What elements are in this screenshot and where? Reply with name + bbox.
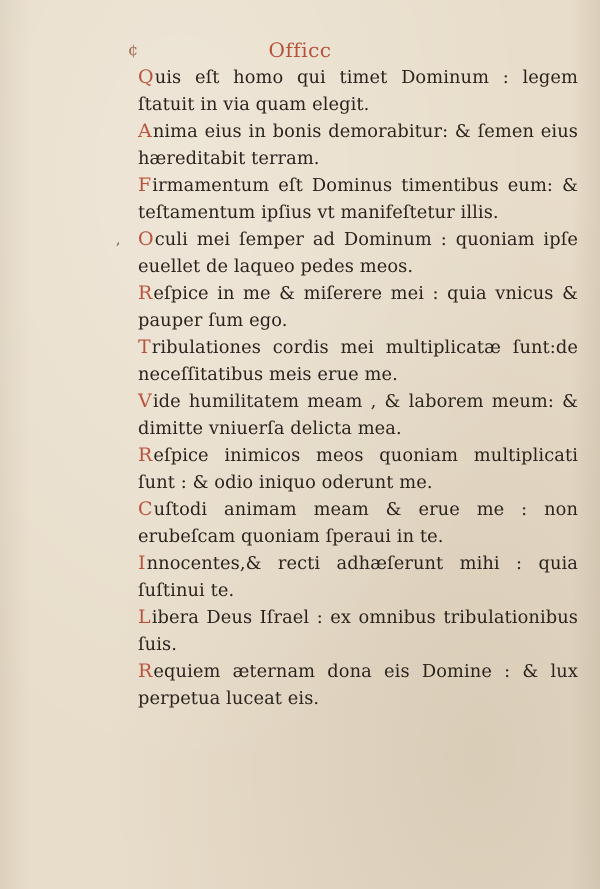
verse-text: equiem æternam dona eis Domine : & lux perpetua luceat eis. bbox=[138, 661, 578, 709]
rubric-initial: I bbox=[138, 552, 146, 574]
rubric-initial: A bbox=[138, 120, 152, 142]
margin-mark: , bbox=[116, 232, 121, 248]
printer-mark: ¢ bbox=[128, 40, 139, 59]
verse-text: irmamentum eſt Dominus timentibus eum: & teſtamentum ipſius vt manifeſtetur illis. bbox=[138, 175, 578, 223]
rubric-initial: F bbox=[138, 174, 152, 196]
verse bbox=[138, 172, 578, 226]
verse bbox=[138, 334, 578, 388]
verse bbox=[138, 118, 578, 172]
running-head: Officc bbox=[268, 38, 332, 62]
verse bbox=[138, 442, 578, 496]
rubric-initial: R bbox=[138, 444, 153, 466]
verse bbox=[138, 280, 578, 334]
verse-text: eſpice in me & miſerere mei : quia vnicus & pauper ſum ego. bbox=[138, 283, 578, 331]
rubric-initial: Q bbox=[138, 66, 154, 88]
verse-text: culi mei ſemper ad Dominum : quoniam ipſe euellet de laqueo pedes meos. bbox=[138, 229, 578, 277]
verse-text: nnocentes,& recti adhæſerunt mihi : quia ſuſtinui te. bbox=[138, 553, 578, 601]
verse-text: ibera Deus Iſrael : ex omnibus tribulationibus ſuis. bbox=[138, 607, 578, 655]
verse-text: nima eius in bonis demorabitur: & ſemen eius hæreditabit terram. bbox=[138, 121, 578, 169]
rubric-initial: C bbox=[138, 498, 153, 520]
rubric-initial: L bbox=[138, 606, 151, 628]
rubric-initial: R bbox=[138, 660, 153, 682]
verse bbox=[138, 604, 578, 658]
rubric-initial: T bbox=[138, 336, 151, 358]
verse bbox=[138, 226, 578, 280]
verse bbox=[138, 496, 578, 550]
verse bbox=[138, 64, 578, 118]
verse-text: eſpice inimicos meos quoniam multiplicati ſunt : & odio iniquo oderunt me. bbox=[138, 445, 578, 493]
psalm-text bbox=[138, 64, 578, 712]
verse-text: ribulationes cordis mei multiplicatæ ſunt:de neceſſitatibus meis erue me. bbox=[138, 337, 578, 385]
verse bbox=[138, 550, 578, 604]
verse-text: uſtodi animam meam & erue me : non erubeſcam quoniam ſperaui in te. bbox=[138, 499, 578, 547]
rubric-initial: R bbox=[138, 282, 153, 304]
verse bbox=[138, 658, 578, 712]
rubric-initial: V bbox=[138, 390, 152, 412]
rubric-initial: O bbox=[138, 228, 154, 250]
verse-text: ide humilitatem meam , & laborem meum: & dimitte vniuerſa delicta mea. bbox=[138, 391, 578, 439]
verse bbox=[138, 388, 578, 442]
verse-text: uis eſt homo qui timet Dominum : legem ſtatuit in via quam elegit. bbox=[138, 67, 578, 115]
